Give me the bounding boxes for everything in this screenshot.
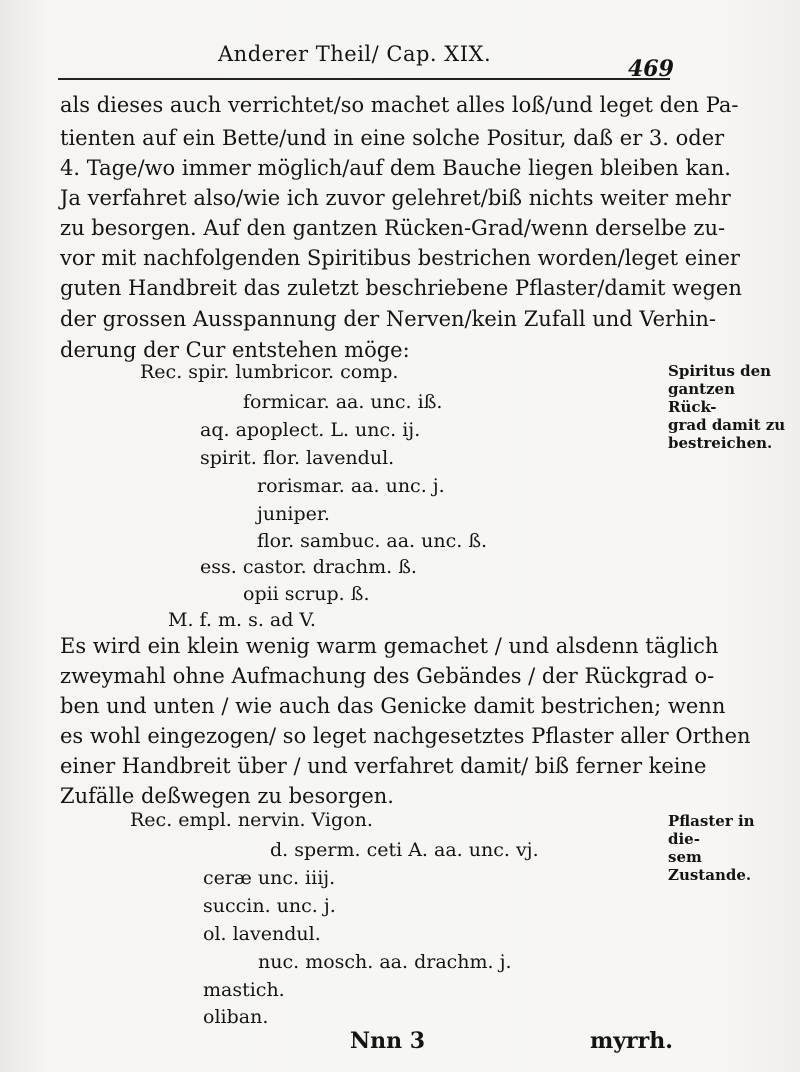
recipe-line: succin. unc. j. <box>203 895 336 917</box>
catchword: myrrh. <box>590 1028 673 1054</box>
text-line: Es wird ein klein wenig warm gemachet / und alsdenn täglich <box>60 634 719 658</box>
recipe-line: rorismar. aa. unc. j. <box>257 475 445 497</box>
recipe-line: ceræ unc. iiij. <box>203 867 336 889</box>
recipe-line: mastich. <box>203 979 285 1001</box>
recipe-line: formicar. aa. unc. iß. <box>243 391 443 413</box>
recipe-line: nuc. mosch. aa. drachm. j. <box>258 951 512 973</box>
text-line: einer Handbreit über / und verfahret damit/ biß ferner keine <box>60 754 707 778</box>
recipe-line: spirit. flor. lavendul. <box>200 447 395 469</box>
text-line: 4. Tage/wo immer möglich/auf dem Bauche liegen bleiben kan. <box>60 156 731 180</box>
text-line: tienten auf ein Bette/und in eine solche Positur, daß er 3. oder <box>60 126 725 150</box>
margin-note-line: Pflaster in die- <box>668 812 755 848</box>
recipe-line: d. sperm. ceti A. aa. unc. vj. <box>270 839 539 861</box>
recipe-line: oliban. <box>203 1006 269 1028</box>
recipe-line: juniper. <box>257 503 330 525</box>
recipe-line: ess. castor. drachm. ß. <box>200 556 417 578</box>
text-line: Ja verfahret also/wie ich zuvor gelehret/biß nichts weiter mehr <box>60 186 731 210</box>
recipe-line: flor. sambuc. aa. unc. ß. <box>257 530 488 552</box>
margin-note-line: grad damit zu <box>668 416 786 434</box>
text-line: guten Handbreit das zuletzt beschriebene Pflaster/damit wegen <box>60 276 742 300</box>
text-line: ben und unten / wie auch das Genicke damit bestrichen; wenn <box>60 694 726 718</box>
margin-note <box>668 812 788 884</box>
text-line: zweymahl ohne Aufmachung des Gebändes / der Rückgrad o- <box>60 664 715 688</box>
text-line: als dieses auch verrichtet/so machet alles loß/und leget den Pa- <box>60 93 739 117</box>
text-line: es wohl eingezogen/ so leget nachgesetztes Pflaster aller Orthen <box>60 724 751 748</box>
text-line: zu besorgen. Auf den gantzen Rücken-Grad/wenn derselbe zu- <box>60 216 726 240</box>
margin-note <box>668 362 788 452</box>
text-line: der grossen Ausspannung der Nerven/kein Zufall und Verhin- <box>60 307 716 331</box>
recipe-line: ol. lavendul. <box>203 923 321 945</box>
margin-note-line: bestreichen. <box>668 434 773 452</box>
text-line: vor mit nachfolgenden Spiritibus bestrichen worden/leget einer <box>60 246 740 270</box>
recipe-line: Rec. spir. lumbricor. comp. <box>140 361 399 383</box>
text-line: derung der Cur entstehen möge: <box>60 338 410 362</box>
recipe-line: aq. apoplect. L. unc. ij. <box>200 419 421 441</box>
text-line: Zufälle deßwegen zu besorgen. <box>60 784 394 808</box>
signature-mark: Nnn 3 <box>350 1028 426 1054</box>
recipe-line: opii scrup. ß. <box>243 583 370 605</box>
margin-note-line: Spiritus den <box>668 362 772 380</box>
recipe-line: M. f. m. s. ad V. <box>168 609 316 631</box>
running-head: Anderer Theil/ Cap. XIX. <box>218 42 492 66</box>
margin-note-line: sem Zustande. <box>668 848 752 884</box>
recipe-line: Rec. empl. nervin. Vigon. <box>130 809 373 831</box>
page-number: 469 <box>628 56 674 82</box>
margin-note-line: gantzen Rück- <box>668 380 736 416</box>
header-rule <box>58 78 670 80</box>
